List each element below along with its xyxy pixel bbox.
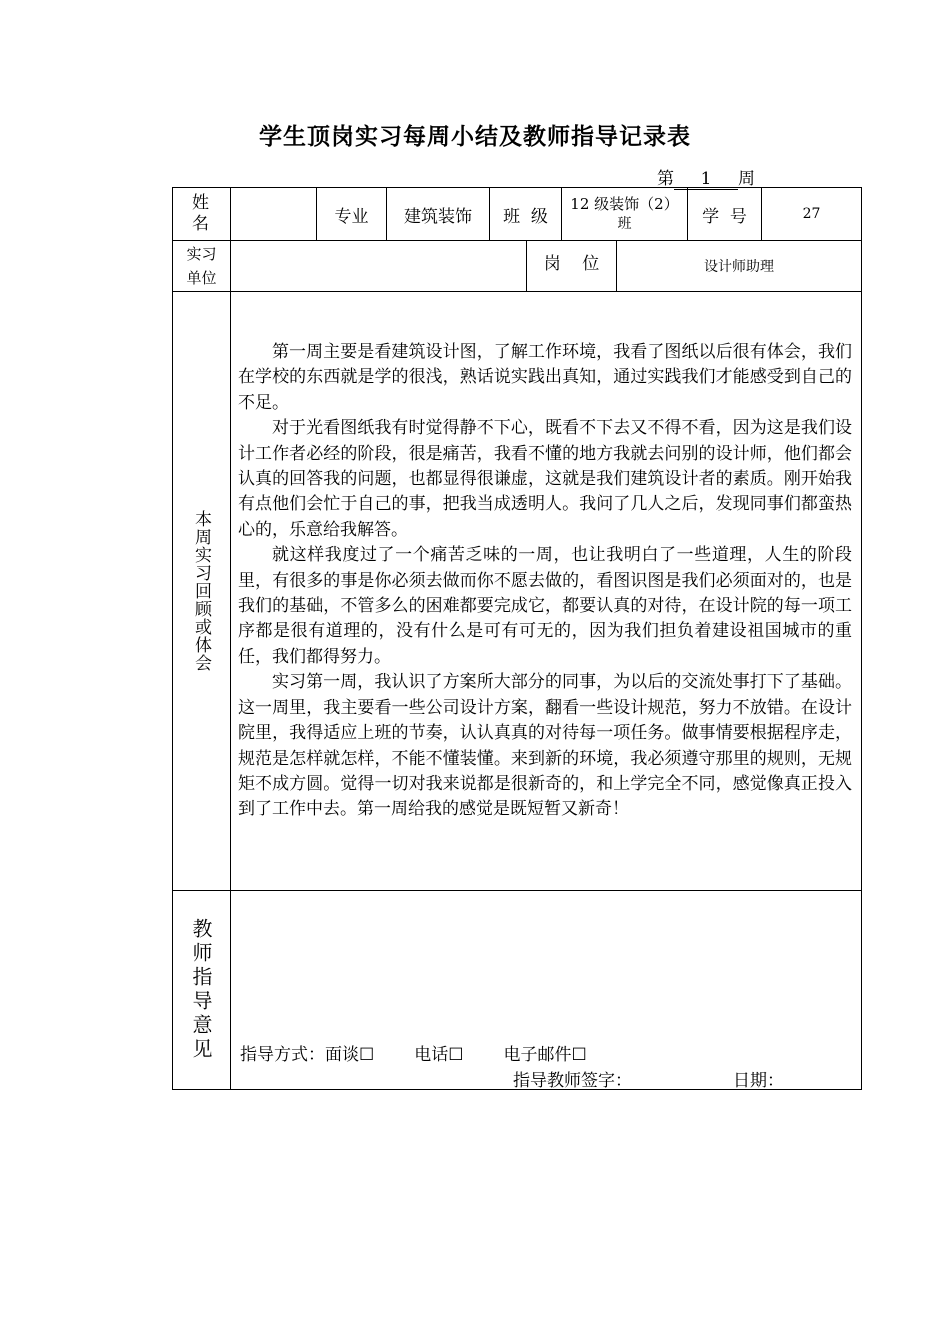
week-suffix: 周 [738, 169, 755, 189]
name-label [173, 188, 230, 240]
internship-unit-value [231, 241, 526, 291]
student-id-label: 学 号 [702, 206, 747, 227]
class-label: 班 级 [503, 206, 548, 227]
position-label: 岗 位 [543, 253, 600, 274]
row-divider [173, 890, 861, 891]
teacher-opinion-label [173, 891, 230, 1089]
major-value: 建筑装饰 [404, 206, 472, 227]
teacher-signature-label: 指导教师签字： [513, 1071, 632, 1091]
review-paragraph: 就这样我度过了一个痛苦乏味的一周，也让我明白了一些道理，人生的阶段里，有很多的事是你必须去做而你不愿去做的，看图识图是我们必须面对的，也是我们的基础，不管多么的困难都要完成它，都要认真的对待，在设计院的每一项工序都是很有道理的，没有什么是可有可无的，因为我们担负着建设祖国城市的重任，我们都得努力。 [238, 545, 852, 667]
weekly-review-label [173, 292, 230, 890]
internship-unit-label [173, 241, 230, 291]
position-value: 设计师助理 [704, 259, 774, 275]
review-paragraph: 对于光看图纸我有时觉得静不下心，既看不下去又不得不看，因为这是我们设计工作者必经的阶段，很是痛苦，我看不懂的地方我就去问别的设计师，他们都会认真的回答我的问题，也都显得很谦虚，这就是我们建筑设计者的素质。刚开始我有点他们会忙于自己的事，把我当成透明人。我问了几人之后，发现同事们都蛮热心的，乐意给我解答。 [238, 418, 852, 540]
option-interview: 面谈☐ [325, 1045, 375, 1065]
name-value [231, 188, 316, 240]
name-label-text: 姓 名 [192, 193, 211, 234]
major-label: 专业 [334, 206, 369, 227]
internship-unit-label-line1: 实习 [186, 245, 217, 263]
week-number: 1 [674, 169, 738, 190]
row-divider [173, 291, 861, 292]
review-paragraph: 第一周主要是看建筑设计图，了解工作环境，我看了图纸以后很有体会，我们在学校的东西就是学的很浅，熟话说实践出真知，通过实践我们才能感受到自己的不足。 [238, 342, 852, 413]
student-id-value: 27 [802, 206, 821, 222]
col-divider [230, 291, 231, 1089]
weekly-review-label-text: 本周实习回顾或体会 [191, 510, 211, 672]
teacher-opinion-label-text: 教师指导意见 [189, 918, 213, 1062]
guidance-method-line [240, 1040, 587, 1065]
option-email: 电子邮件☐ [503, 1045, 587, 1065]
form-title: 学生顶岗实习每周小结及教师指导记录表 [259, 123, 691, 150]
option-phone: 电话☐ [414, 1045, 464, 1065]
review-paragraph: 实习第一周，我认识了方案所大部分的同事，为以后的交流处事打下了基础。这一周里，我主要看一些公司设计方案，翻看一些设计规范，努力不放错。在设计院里，我得适应上班的节奏，认认真真的对待每一项任务。做事情要根据程序走，规范是怎样就怎样，不能不懂装懂。来到新的环境，我必须遵守那里的规则，无规矩不成方圆。觉得一切对我来说都是很新奇的，和上学完全不同，感觉像真正投入到了工作中去。第一周给我的感觉是既短暂又新奇！ [238, 672, 852, 820]
class-value-line1: 12 级装饰（2） [570, 195, 679, 213]
internship-unit-label-line2: 单位 [186, 269, 217, 287]
date-label: 日期： [733, 1071, 784, 1091]
guidance-method-label: 指导方式： [240, 1045, 325, 1065]
class-value [562, 188, 687, 240]
week-prefix: 第 [657, 169, 674, 189]
class-value-line2: 班 [617, 216, 632, 232]
weekly-review-text [238, 340, 852, 823]
